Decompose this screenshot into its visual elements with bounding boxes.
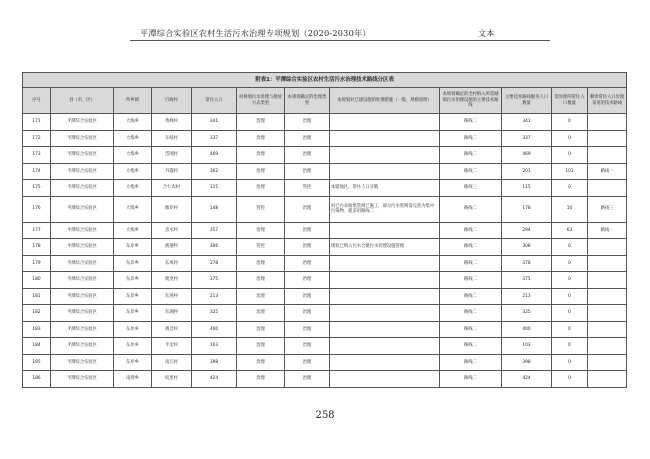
served-population-cell: 306 [502,239,552,256]
other-route-cell [588,130,627,147]
plan-type-cell: 治理 [237,288,285,305]
town-cell: 大练乡 [114,147,152,164]
served-population-cell: 213 [502,288,552,305]
route-cell: 路线二 [440,114,502,131]
route-cell: 路线二 [440,354,502,371]
town-cell: 东岸乡 [114,288,152,305]
population-cell: 398 [192,354,237,371]
treatment-type-cell: 治理 [285,114,330,131]
note-cell [330,288,440,305]
plan-type-cell: 治理 [237,272,285,289]
town-cell: 大练乡 [114,196,152,222]
remaining-population-cell: 0 [552,288,588,305]
row-number-cell: 171 [23,114,51,131]
treatment-type-cell: 治理 [285,163,330,180]
county-cell: 平潭综合实验区 [51,163,114,180]
column-header: 主要技术路线服务人口数量 [502,88,552,114]
note-cell [330,114,440,131]
population-cell: 400 [192,321,237,338]
county-cell: 平潭综合实验区 [51,354,114,371]
served-population-cell: 325 [502,305,552,322]
row-number-cell: 176 [23,196,51,222]
column-header: 村规划污水处理与排放方式类型 [237,88,285,114]
route-cell: 路线二 [440,147,502,164]
plan-type-cell: 治理 [237,305,285,322]
county-cell: 平潭综合实验区 [51,239,114,256]
town-cell: 大练乡 [114,163,152,180]
population-cell: 302 [192,163,237,180]
column-header: 剩余常住人口处理采用的技术路线 [588,88,627,114]
town-cell: 东岸乡 [114,321,152,338]
population-cell: 115 [192,180,237,197]
other-route-cell [588,338,627,355]
plan-type-cell: 治理 [237,222,285,239]
page-number: 258 [315,410,335,421]
table-row [23,354,627,371]
row-number-cell: 183 [23,321,51,338]
note-cell [330,338,440,355]
county-cell: 平潭综合实验区 [51,130,114,147]
plan-type-cell: 治理 [237,255,285,272]
table-row [23,338,627,355]
note-cell [330,163,440,180]
table-row [23,180,627,197]
other-route-cell [588,239,627,256]
note-cell [330,130,440,147]
column-header: 常住人口 [192,88,237,114]
document-header-label: 文本 [478,28,495,38]
table-row [23,114,627,131]
population-cell: 378 [192,255,237,272]
village-cell: 塘岸村 [152,196,192,222]
town-cell: 东岸乡 [114,338,152,355]
other-route-cell [588,321,627,338]
row-number-cell: 177 [23,222,51,239]
table-row [23,130,627,147]
note-cell [330,321,440,338]
town-cell: 大练乡 [114,222,152,239]
row-number-cell: 182 [23,305,51,322]
column-header: 需处理的常住人口数量 [552,88,588,114]
table-row [23,272,627,289]
column-header: 本规划对已建设施的处理措施（一般，规模说明） [330,88,440,114]
town-cell: 东岸乡 [114,354,152,371]
town-cell: 大练乡 [114,180,152,197]
treatment-type-cell: 治理 [285,239,330,256]
table-row [23,321,627,338]
village-cell: 观音村 [152,321,192,338]
plan-type-cell: 治理 [237,354,285,371]
town-cell: 南湾乡 [114,371,152,388]
row-number-cell: 186 [23,371,51,388]
column-header: 本规划确定的治理类型 [285,88,330,114]
population-cell: 357 [192,222,237,239]
remaining-population-cell: 0 [552,130,588,147]
treatment-type-cell: 治理 [285,272,330,289]
plan-type-cell: 治理 [237,114,285,131]
other-route-cell [588,147,627,164]
served-population-cell: 378 [502,255,552,272]
remaining-population-cell: 10 [552,196,588,222]
row-number-cell: 181 [23,288,51,305]
treatment-type-cell: 治理 [285,354,330,371]
table-caption: 附表1：平潭综合实验区农村生活污水治理技术路线分区表 [23,73,627,88]
village-cell: 东凤村 [152,255,192,272]
remaining-population-cell: 0 [552,147,588,164]
table-row [23,222,627,239]
plan-type-cell: 治理 [237,321,285,338]
population-cell: 469 [192,147,237,164]
treatment-type-cell: 治理 [285,371,330,388]
village-cell: 平北村 [152,338,192,355]
remaining-population-cell: 0 [552,272,588,289]
served-population-cell: 201 [502,163,552,180]
row-number-cell: 178 [23,239,51,256]
plan-type-cell: 治理 [237,147,285,164]
column-header: 行政村 [152,88,192,114]
column-header: 序号 [23,88,51,114]
route-cell: 路线二 [440,163,502,180]
remaining-population-cell: 0 [552,354,588,371]
village-cell: 丹霞村 [152,163,192,180]
column-header: 本规划确定的全村纳入所需城镇污水治理设施的主要技术路线 [440,88,502,114]
other-route-cell [588,114,627,131]
county-cell: 平潭综合实验区 [51,114,114,131]
row-number-cell: 179 [23,255,51,272]
remaining-population-cell: 0 [552,180,588,197]
remaining-population-cell: 0 [552,239,588,256]
plan-type-cell: 管控 [237,239,285,256]
village-cell: 东进村 [152,288,192,305]
row-number-cell: 184 [23,338,51,355]
table-row [23,288,627,305]
remaining-population-cell: 0 [552,338,588,355]
served-population-cell: 178 [502,196,552,222]
note-cell [330,255,440,272]
other-route-cell: 路线三 [588,196,627,222]
column-header: 所乡镇 [114,88,152,114]
population-cell: 375 [192,272,237,289]
served-population-cell: 337 [502,130,552,147]
route-zoning-table [22,72,627,388]
village-cell: 澳里村 [152,272,192,289]
column-header: 县（市、区） [51,88,114,114]
table-row [23,163,627,180]
remaining-population-cell: 63 [552,222,588,239]
route-cell: 路线二 [440,371,502,388]
route-cell: 路线二 [440,272,502,289]
plan-type-cell: 管控 [237,196,285,222]
note-cell: 现状已纳入污水合建污水处理设施管理 [330,239,440,256]
village-cell: 渔港村 [152,239,192,256]
population-cell: 213 [192,288,237,305]
plan-type-cell: 治理 [237,371,285,388]
served-population-cell: 398 [502,354,552,371]
county-cell: 平潭综合实验区 [51,222,114,239]
header-divider [130,40,550,41]
note-cell [330,147,440,164]
row-number-cell: 185 [23,354,51,371]
plan-type-cell: 治理 [237,180,285,197]
town-cell: 东岸乡 [114,255,152,272]
remaining-population-cell: 0 [552,114,588,131]
note-cell: 村已污水收集管网已施工，部分污水管网需完善为集中污染物、就采用路线二 [330,196,440,222]
treatment-type-cell: 治理 [285,305,330,322]
row-number-cell: 173 [23,147,51,164]
document-header-title: 平潭综合实验区农村生活污水治理专项规划（2020-2030年） [140,28,371,38]
county-cell: 平潭综合实验区 [51,255,114,272]
treatment-type-cell: 治理 [285,196,330,222]
row-number-cell: 172 [23,130,51,147]
county-cell: 平潭综合实验区 [51,338,114,355]
route-cell: 路线二 [440,338,502,355]
route-cell: 路线二 [440,321,502,338]
other-route-cell [588,255,627,272]
table-row [23,371,627,388]
served-population-cell: 400 [502,321,552,338]
table-row [23,239,627,256]
town-cell: 大练乡 [114,130,152,147]
served-population-cell: 115 [502,180,552,197]
village-cell: 南江村 [152,354,192,371]
treatment-type-cell: 治理 [285,130,330,147]
county-cell: 平潭综合实验区 [51,147,114,164]
served-population-cell: 469 [502,147,552,164]
town-cell: 大练乡 [114,114,152,131]
treatment-type-cell: 治理 [285,321,330,338]
other-route-cell [588,288,627,305]
other-route-cell [588,305,627,322]
village-cell: 坂里村 [152,371,192,388]
other-route-cell [588,180,627,197]
county-cell: 平潭综合实验区 [51,196,114,222]
table-header-row [23,88,627,114]
county-cell: 平潭综合实验区 [51,321,114,338]
village-cell: 焉水村 [152,222,192,239]
table-row [23,305,627,322]
town-cell: 东岸乡 [114,305,152,322]
served-population-cell: 341 [502,114,552,131]
route-cell: 路线二 [440,288,502,305]
other-route-cell: 路线一 [588,222,627,239]
town-cell: 东岸乡 [114,239,152,256]
population-cell: 341 [192,114,237,131]
route-cell: 路线二 [440,255,502,272]
village-cell: 岱围村 [152,147,192,164]
treatment-type-cell: 治理 [285,338,330,355]
treatment-type-cell: 管控 [285,180,330,197]
county-cell: 平潭综合实验区 [51,288,114,305]
note-cell [330,272,440,289]
plan-type-cell: 治理 [237,163,285,180]
table-row [23,196,627,222]
treatment-type-cell: 治理 [285,222,330,239]
county-cell: 平潭综合实验区 [51,305,114,322]
treatment-type-cell: 治理 [285,147,330,164]
population-cell: 424 [192,371,237,388]
treatment-type-cell: 治理 [285,255,330,272]
served-population-cell: 424 [502,371,552,388]
remaining-population-cell: 0 [552,321,588,338]
route-cell: 路线二 [440,239,502,256]
plan-type-cell: 治理 [237,130,285,147]
table-row [23,255,627,272]
row-number-cell: 180 [23,272,51,289]
route-cell: 路线二 [440,305,502,322]
remaining-population-cell: 0 [552,255,588,272]
row-number-cell: 175 [23,180,51,197]
treatment-type-cell: 治理 [285,288,330,305]
population-cell: 148 [192,196,237,222]
remaining-population-cell: 0 [552,305,588,322]
note-cell [330,305,440,322]
county-cell: 平潭综合实验区 [51,371,114,388]
served-population-cell: 375 [502,272,552,289]
village-cell: 东岐村 [152,130,192,147]
row-number-cell: 174 [23,163,51,180]
plan-type-cell: 治理 [237,338,285,355]
town-cell: 东岸乡 [114,272,152,289]
route-cell: 路线三 [440,180,502,197]
remaining-population-cell: 101 [552,163,588,180]
note-cell [330,354,440,371]
county-cell: 平潭综合实验区 [51,180,114,197]
village-cell: 东湖村 [152,305,192,322]
served-population-cell: 294 [502,222,552,239]
note-cell [330,371,440,388]
county-cell: 平潭综合实验区 [51,272,114,289]
table-row [23,147,627,164]
population-cell: 103 [192,338,237,355]
population-cell: 337 [192,130,237,147]
village-cell: 合仁农村 [152,180,192,197]
population-cell: 325 [192,305,237,322]
other-route-cell [588,371,627,388]
other-route-cell [588,272,627,289]
other-route-cell [588,354,627,371]
note-cell [330,222,440,239]
population-cell: 306 [192,239,237,256]
route-cell: 路线二 [440,130,502,147]
other-route-cell: 路线一 [588,163,627,180]
route-cell: 路线二 [440,196,502,222]
served-population-cell: 103 [502,338,552,355]
village-cell: 秀峰村 [152,114,192,131]
remaining-population-cell: 0 [552,371,588,388]
note-cell: 本辖地区，常住人口分散 [330,180,440,197]
table-body [23,114,627,388]
route-cell: 路线二 [440,222,502,239]
